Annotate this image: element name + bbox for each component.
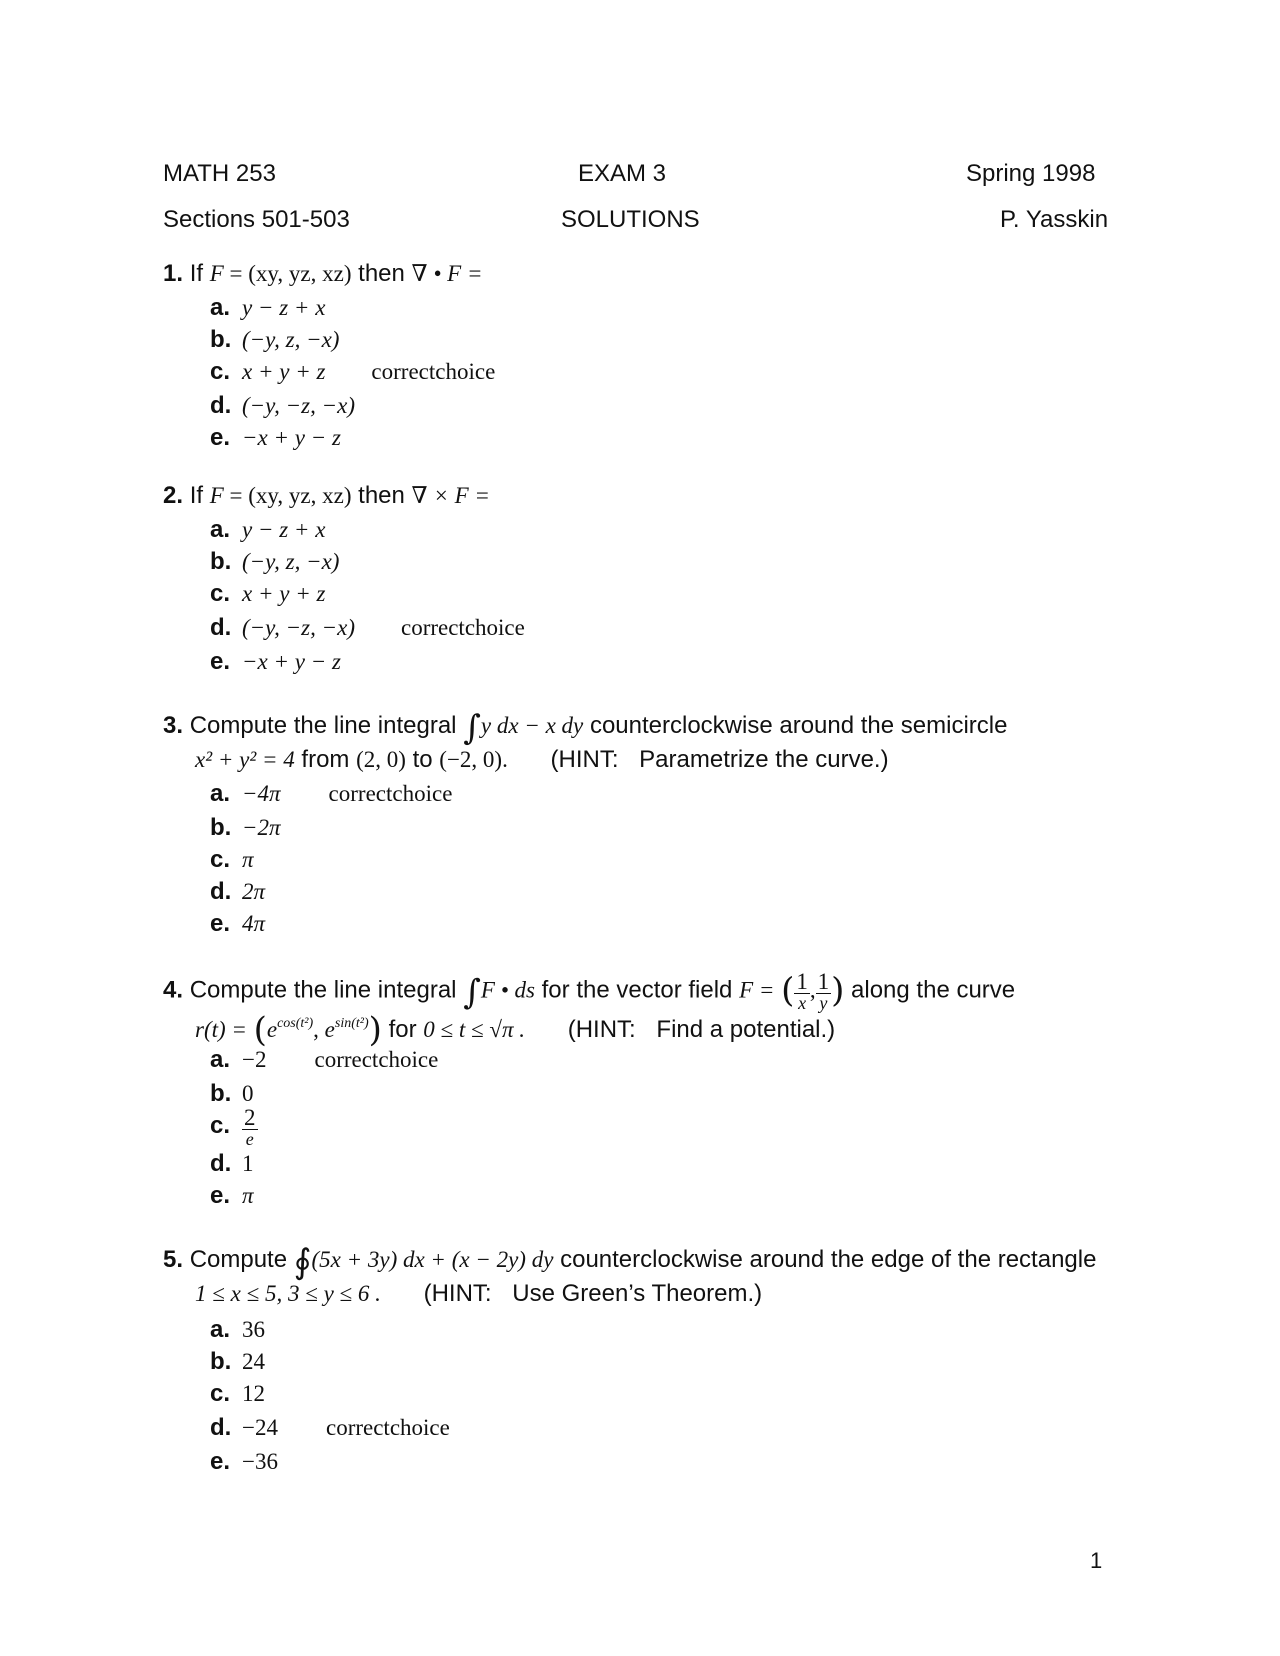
question-3 xyxy=(163,708,1007,748)
q3-option-d: d. 2π xyxy=(210,878,266,905)
divergence-operator: ∇ • F = xyxy=(411,261,483,286)
correct-choice-marker: correctchoice xyxy=(400,615,525,640)
q3-option-e: e. 4π xyxy=(210,910,266,937)
q2-option-a: a. y − z + x xyxy=(210,516,326,543)
question-4: 4. Compute the line integral ∫F • ds for the vector field F = ( $\frac{1}{x}$ , $\frac{1}{y}$ ) along the curve xyxy=(163,969,1016,1013)
q2-option-e: e. −x + y − z xyxy=(210,648,341,675)
correct-choice-marker: correctchoice xyxy=(328,781,453,806)
q2-option-d: d. (−y, −z, −x) correctchoice xyxy=(210,614,525,641)
question-lead: Compute the line integral xyxy=(189,976,457,1004)
hint-label: (HINT: xyxy=(567,1016,636,1043)
correct-choice-marker: correctchoice xyxy=(325,1415,450,1440)
q4-option-d: d. 1 xyxy=(210,1150,254,1177)
q1-option-a: a. y − z + x xyxy=(210,294,326,321)
q2-option-c: c. x + y + z xyxy=(210,580,326,607)
q1-option-e: e. −x + y − z xyxy=(210,424,341,451)
field-name: F xyxy=(209,261,224,286)
hint-text: Find a potential.) xyxy=(656,1016,836,1043)
q1-option-b: b. (−y, z, −x) xyxy=(210,326,340,353)
integrand: (5x + 3y) dx + (x − 2y) dy xyxy=(311,1247,554,1272)
start-point: (2, 0) xyxy=(356,747,406,772)
correct-choice-marker: correctchoice xyxy=(371,359,496,384)
question-5: 5. Compute ∮(5x + 3y) dx + (x − 2y) dy counterclockwise around the edge of the rectangle xyxy=(163,1242,1097,1282)
correct-choice-marker: correctchoice xyxy=(314,1047,439,1072)
question-number: 3. xyxy=(163,712,184,739)
question-lead: Compute xyxy=(189,1246,288,1273)
exam-term: Spring 1998 xyxy=(966,160,1096,187)
question-number: 5. xyxy=(163,1246,184,1273)
field-definition: = (xy, yz, xz) xyxy=(223,261,352,286)
q1-option-d: d. (−y, −z, −x) xyxy=(210,392,355,419)
rectangle-region: 1 ≤ x ≤ 5, 3 ≤ y ≤ 6 . xyxy=(195,1281,381,1306)
field-definition: = (xy, yz, xz) xyxy=(223,483,352,508)
hint-label: (HINT: xyxy=(550,746,619,773)
q2-option-b: b. (−y, z, −x) xyxy=(210,548,340,575)
then-word: then xyxy=(358,260,405,287)
sections-label: Sections 501-503 xyxy=(163,206,350,233)
curve-equation: x² + y² = 4 xyxy=(195,747,295,772)
fraction-1-over-x: $\frac{1}{x}$ xyxy=(796,969,808,1013)
integrand: F • ds xyxy=(480,977,535,1003)
q5-option-c: c. 12 xyxy=(210,1380,265,1407)
q3-option-b: b. −2π xyxy=(210,814,281,841)
fraction-2-over-e: $\frac{2}{e}$ xyxy=(244,1105,256,1149)
question-number: 1. xyxy=(163,260,184,287)
q3-option-c: c. π xyxy=(210,846,254,873)
question-lead: If xyxy=(189,482,204,509)
fraction-1-over-y: $\frac{1}{y}$ xyxy=(817,969,830,1013)
q4-option-e: e. π xyxy=(210,1182,254,1209)
q5-option-a: a. 36 xyxy=(210,1316,265,1343)
hint-text: Parametrize the curve.) xyxy=(639,746,889,773)
integrand: y dx − x dy xyxy=(480,713,584,738)
instructor-name: P. Yasskin xyxy=(1000,206,1109,233)
q3-option-a: a. −4π correctchoice xyxy=(210,780,453,807)
curve-lhs: r(t) = xyxy=(195,1017,247,1042)
question-tail: counterclockwise around the semicircle xyxy=(589,712,1008,739)
field-name: F xyxy=(209,483,224,508)
question-number: 4. xyxy=(163,976,184,1004)
hint-text: Use Green’s Theorem.) xyxy=(512,1280,763,1307)
course-title: MATH 253 xyxy=(163,160,276,187)
integral-sign: ∫ xyxy=(463,708,481,748)
field-lhs: F = xyxy=(739,977,775,1003)
q4-option-a: a. −2 correctchoice xyxy=(210,1046,439,1073)
q1-option-c: c. x + y + z correctchoice xyxy=(210,358,496,385)
question-5-line-2 xyxy=(195,1280,762,1308)
solutions-label: SOLUTIONS xyxy=(561,206,700,233)
question-lead: If xyxy=(189,260,204,287)
page-number: 1 xyxy=(1090,1548,1103,1573)
hint-label: (HINT: xyxy=(423,1280,492,1307)
question-1 xyxy=(163,260,482,288)
question-lead: Compute the line integral xyxy=(189,712,457,739)
q5-option-b: b. 24 xyxy=(210,1348,265,1375)
q5-option-e: e. −36 xyxy=(210,1448,278,1475)
contour-integral-sign: ∮ xyxy=(293,1242,312,1282)
q4-option-b: b. 0 xyxy=(210,1080,254,1107)
q4-option-c: c. $\frac{2}{e}$ xyxy=(210,1105,256,1149)
question-3-line-2: x² + y² = 4 from (2, 0) to (−2, 0). (HINT: Parametrize the curve.) xyxy=(195,746,889,773)
question-4-line-2: $r(t) = (e^{cos(t^2)}$, $e^{sin(t^2)}$) for 0 ≤ t ≤ √π . (HINT: Find a potential.) xyxy=(195,1010,836,1050)
integral-sign: ∫ xyxy=(463,972,481,1013)
then-word: then xyxy=(358,482,405,509)
curl-operator: ∇ × F = xyxy=(411,483,490,508)
q5-option-d: d. −24 correctchoice xyxy=(210,1414,450,1441)
end-point: (−2, 0). xyxy=(439,747,508,772)
question-number: 2. xyxy=(163,482,184,509)
question-2 xyxy=(163,482,490,510)
exam-title: EXAM 3 xyxy=(578,160,667,187)
parameter-range: 0 ≤ t ≤ √π . xyxy=(423,1017,526,1042)
